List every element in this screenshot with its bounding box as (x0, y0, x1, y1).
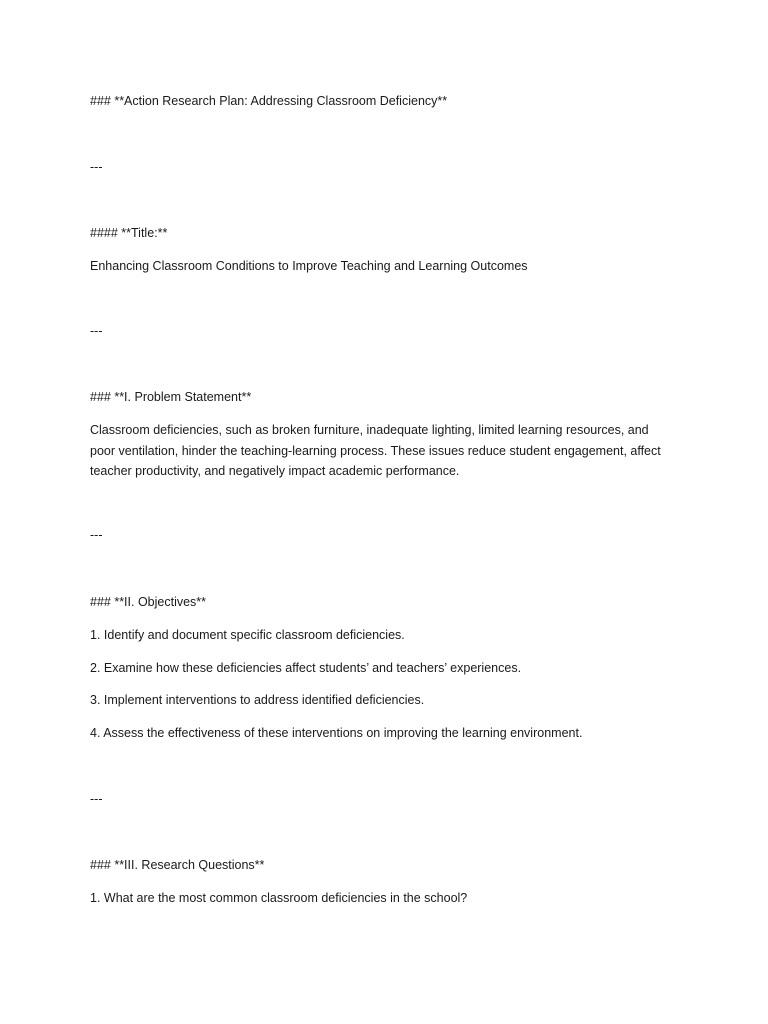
problem-statement-text: Classroom deficiencies, such as broken furniture, inadequate lighting, limited learning resources, and poor ventilation, hinder the teaching-learning process. These issues reduce student engagement, affect teacher productivity, and negatively impact academic performance. (90, 423, 661, 478)
problem-statement-heading: ### **I. Problem Statement** (90, 390, 252, 404)
objective-item: 4. Assess the effectiveness of these interventions on improving the learning environment. (90, 726, 583, 740)
objectives-heading: ### **II. Objectives** (90, 595, 207, 609)
research-question-item: 1. What are the most common classroom deficiencies in the school? (90, 891, 468, 905)
document-heading: ### **Action Research Plan: Addressing Classroom Deficiency** (90, 94, 448, 108)
title-heading: #### **Title:** (90, 226, 168, 240)
objective-item: 2. Examine how these deficiencies affect students’ and teachers’ experiences. (90, 661, 522, 675)
divider: --- (90, 324, 103, 338)
divider: --- (90, 160, 103, 174)
research-questions-heading: ### **III. Research Questions** (90, 858, 265, 872)
divider: --- (90, 792, 103, 806)
objective-item: 3. Implement interventions to address identified deficiencies. (90, 693, 425, 707)
title-text: Enhancing Classroom Conditions to Improve Teaching and Learning Outcomes (90, 259, 528, 273)
objective-item: 1. Identify and document specific classroom deficiencies. (90, 628, 405, 642)
divider: --- (90, 528, 103, 542)
